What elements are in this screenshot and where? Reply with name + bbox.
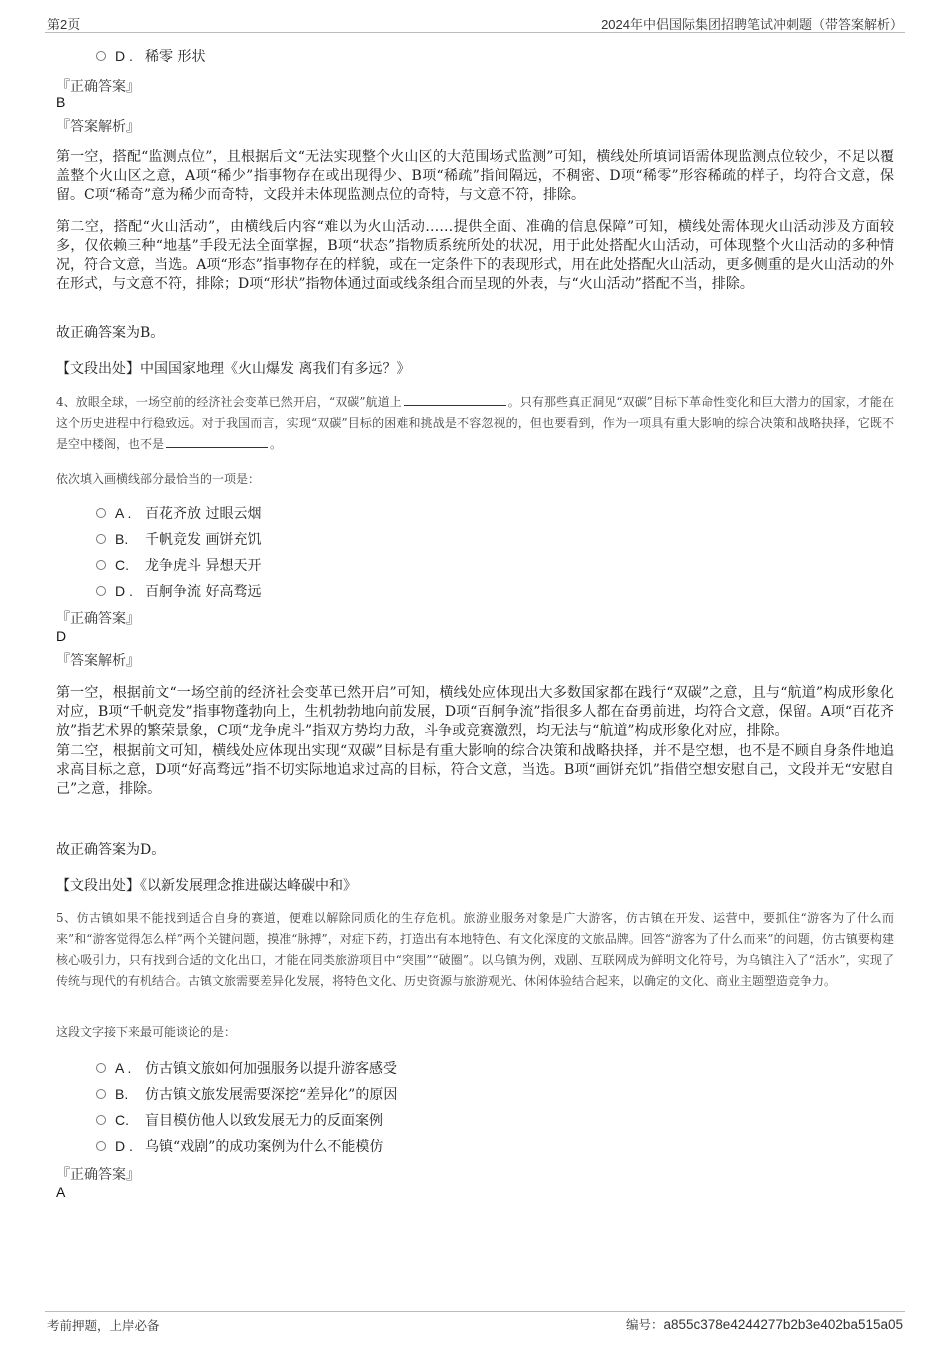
q3-analysis-para-1: 第一空，搭配“监测点位”，且根据后文“无法实现整个火山区的大范围场式监测”可知，横线处所填词语需体现监测点位较少，不足以覆盖整个火山区之意，A项“稀少”指事物存在或出现得少、B项“稀疏”指间隔远，不稠密、D项“稀零”形容稀疏的样子，均符合文意，保留。C项“稀奇”意为稀少而奇特，文段并未体现监测点位的奇特，与文意不符，排除。 <box>56 149 894 203</box>
option-text: 百花齐放 过眼云烟 <box>145 506 262 522</box>
q4-option-c[interactable] <box>96 555 261 575</box>
page-number: 第2页 <box>47 17 81 32</box>
document-title: 2024年中侣国际集团招聘笔试冲刺题（带答案解析） <box>601 17 903 32</box>
q4-answer-heading: 『正确答案』 <box>56 611 140 627</box>
q5-option-a[interactable] <box>96 1058 397 1078</box>
q4-option-b[interactable] <box>96 529 261 549</box>
radio-button-icon[interactable] <box>96 1115 106 1125</box>
q3-answer-heading: 『正确答案』 <box>56 79 140 95</box>
q3-option-d[interactable] <box>96 46 205 66</box>
q5-answer: A <box>56 1184 66 1200</box>
q5-prompt: 这段文字接下来最可能谈论的是： <box>56 1025 237 1039</box>
q4-option-a[interactable] <box>96 503 261 523</box>
q4-stem-part-1: 4、放眼全球，一场空前的经济社会变革已然开启，“双碳”航道上 <box>56 395 402 409</box>
q3-conclusion: 故正确答案为B。 <box>56 325 165 341</box>
q5-answer-heading: 『正确答案』 <box>56 1167 140 1183</box>
footer-slogan: 考前押题，上岸必备 <box>47 1318 160 1333</box>
radio-button-icon[interactable] <box>96 1063 106 1073</box>
option-letter: A . <box>115 505 132 521</box>
option-letter: D . <box>115 583 133 599</box>
document-id-label: 编号： <box>625 1317 664 1332</box>
radio-button-icon[interactable] <box>96 560 106 570</box>
q4-analysis-heading: 『答案解析』 <box>56 653 140 669</box>
radio-button-icon[interactable] <box>96 51 106 61</box>
q4-blank-1 <box>404 395 506 406</box>
q4-stem-part-2: 。只有那些真正洞见“双碳”目标下革命性变化和巨大潜力的国家，才能在这个历史进程中行稳致远。对于我国而言，实现“双碳”目标的困难和挑战是不容忽视的，但也要看到，作为一项具有重大影响的综合决策和战略抉择，它既不是空中楼阁，也不是 <box>56 395 894 451</box>
q4-stem-part-3: 。 <box>270 437 283 451</box>
q4-answer: D <box>56 628 67 644</box>
document-id <box>626 1315 903 1333</box>
q4-option-d[interactable] <box>96 581 261 601</box>
option-letter: D . <box>115 48 133 64</box>
option-letter: B. <box>115 1086 129 1102</box>
q3-answer: B <box>56 94 66 110</box>
q5-stem: 5、仿古镇如果不能找到适合自身的赛道，便难以解除同质化的生存危机。旅游业服务对象是广大游客，仿古镇在开发、运营中，要抓住“游客为了什么而来”和“游客觉得怎么样”两个关键问题，摸准“脉搏”，对症下药，打造出有本地特色、有文化深度的文旅品牌。回答“游客为了什么而来”的问题，仿古镇要构建核心吸引力，只有找到合适的文化出口，才能在同类旅游项目中“突围”“破圈”。以乌镇为例，戏剧、互联网成为鲜明文化符号，为乌镇注入了“活水”，实现了传统与现代的有机结合。古镇文旅需要差异化发展，将特色文化、历史资源与旅游观光、休闲体验结合起来，以确定的文化、商业主题塑造竞争力。 <box>56 911 894 988</box>
radio-button-icon[interactable] <box>96 586 106 596</box>
page-footer <box>45 1311 905 1336</box>
q3-analysis-para-2: 第二空，搭配“火山活动”，由横线后内容“难以为火山活动……提供全面、准确的信息保障”可知，横线处需体现火山活动涉及方面较多，仅依赖三种“地基”手段无法全面掌握，B项“状态”指物质系统所处的状况，用于此处搭配火山活动，可体现整个火山活动的多种情况，符合文意，当选。A项“形态”指事物存在的样貌，或在一定条件下的表现形式，用在此处搭配火山活动，更多侧重的是火山活动的外在形式，与文意不符，排除；D项“形状”指物体通过面或线条组合而呈现的外表，与“火山活动”搭配不当，排除。 <box>56 219 894 292</box>
option-text: 稀零 形状 <box>145 49 206 65</box>
radio-button-icon[interactable] <box>96 534 106 544</box>
option-letter: C. <box>115 557 129 573</box>
option-text: 百舸争流 好高骛远 <box>145 584 262 600</box>
option-text: 仿古镇文旅如何加强服务以提升游客感受 <box>145 1061 397 1077</box>
option-text: 盲目模仿他人以致发展无力的反面案例 <box>145 1113 383 1129</box>
q3-source: 【文段出处】中国国家地理《火山爆发 离我们有多远？》 <box>56 361 411 377</box>
option-letter: B. <box>115 531 129 547</box>
option-letter: D . <box>115 1138 133 1154</box>
q3-analysis-heading: 『答案解析』 <box>56 119 140 135</box>
q4-source: 【文段出处】《以新发展理念推进碳达峰碳中和》 <box>56 878 357 894</box>
q4-conclusion: 故正确答案为D。 <box>56 842 166 858</box>
q5-option-b[interactable] <box>96 1084 397 1104</box>
q5-option-d[interactable] <box>96 1136 383 1156</box>
option-text: 仿古镇文旅发展需要深挖“差异化”的原因 <box>145 1087 398 1103</box>
page-header <box>45 12 905 33</box>
option-letter: C. <box>115 1112 129 1128</box>
option-text: 乌镇“戏剧”的成功案例为什么不能模仿 <box>145 1139 384 1155</box>
radio-button-icon[interactable] <box>96 1141 106 1151</box>
document-id-value: a855c378e4244277b2b3e402ba515a05 <box>663 1317 903 1332</box>
q4-analysis-para-1: 第一空，根据前文“一场空前的经济社会变革已然开启”可知，横线处应体现出大多数国家都在践行“双碳”之意，且与“航道”构成形象化对应，B项“千帆竞发”指事物蓬勃向上，生机勃勃地向前发展，D项“百舸争流”指很多人都在奋勇前进，均符合文意，保留。A项“百花齐放”指艺术界的繁荣景象，C项“龙争虎斗”指双方势均力敌，斗争或竞赛激烈，均无法与“航道”构成形象化对应，排除。 <box>56 685 894 739</box>
q4-analysis-para-2: 第二空，根据前文可知，横线处应体现出实现“双碳”目标是有重大影响的综合决策和战略抉择，并不是空想，也不是不顾自身条件地追求高目标之意，D项“好高骛远”指不切实际地追求过高的目标，符合文意，当选。B项“画饼充饥”指借空想安慰自己，文段并无“安慰自己”之意，排除。 <box>56 743 894 797</box>
q4-blank-2 <box>166 437 268 448</box>
q4-prompt: 依次填入画横线部分最恰当的一项是： <box>56 472 261 486</box>
radio-button-icon[interactable] <box>96 1089 106 1099</box>
option-text: 千帆竞发 画饼充饥 <box>145 532 262 548</box>
radio-button-icon[interactable] <box>96 508 106 518</box>
q5-option-c[interactable] <box>96 1110 383 1130</box>
option-text: 龙争虎斗 异想天开 <box>145 558 262 574</box>
option-letter: A . <box>115 1060 132 1076</box>
q4-stem <box>56 392 894 455</box>
